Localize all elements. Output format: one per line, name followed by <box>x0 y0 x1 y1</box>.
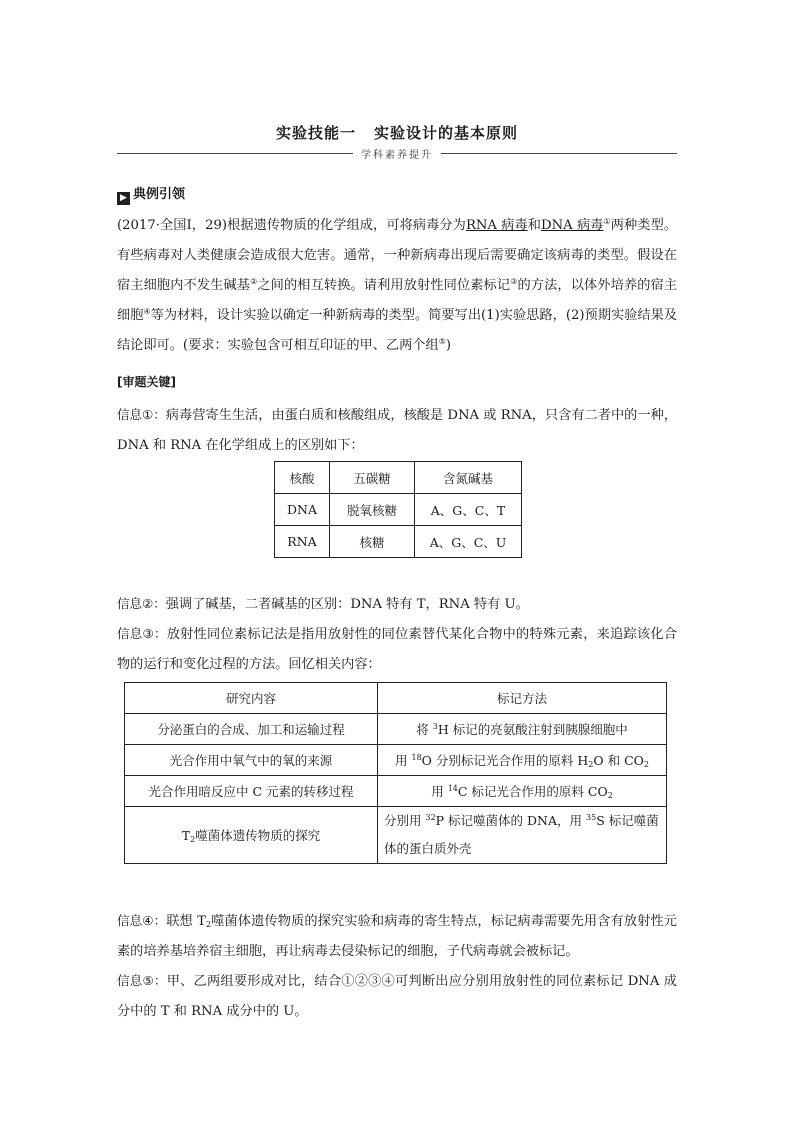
table-header-row: 研究内容 标记方法 <box>125 683 667 714</box>
table-row: 光合作用暗反应中 C 元素的转移过程 用 $^{14}$C 标记光合作用的原料 $CO_2$ <box>125 776 667 807</box>
divider-left <box>117 153 353 154</box>
review-key-heading: [审题关键] <box>117 375 176 389</box>
table-row: RNA 核糖 A、G、C、U <box>275 526 522 558</box>
table-row: $T_2$噬菌体遗传物质的探究 分别用 $^{32}$P 标记噬菌体的 DNA，用 $^{35}$S 标记噬菌体的蛋白质外壳 <box>125 807 667 864</box>
question-paragraph: (2017·全国Ⅰ，29)根据遗传物质的化学组成，可将病毒分为RNA 病毒和DNA 病毒①两种类型。有些病毒对人类健康会造成很大危害。通常，一种新病毒出现后需要确定该病毒的类型。假设在宿主细胞内不发生碱基②之间的相互转换。请利用放射性同位素标记③的方法，以体外培养的宿主细胞④等为材料，设计实验以确定一种新病毒的类型。简要写出(1)实验思路，(2)预期实验结果及结论即可。(要求：实验包含可相互印证的甲、乙两个组⑤) <box>117 217 678 353</box>
table-row: 光合作用中氧气中的氧的来源 用 $^{18}$O 分别标记光合作用的原料 $H_2O$ 和 $CO_2$ <box>125 745 667 776</box>
table-row: 分泌蛋白的合成、加工和运输过程 将 $^3$H 标记的亮氨酸注射到胰腺细胞中 <box>125 714 667 745</box>
subtitle-rule <box>117 146 677 160</box>
divider-right <box>441 153 677 154</box>
info-4: 信息④：联想 $T_2$噬菌体遗传物质的探究实验和病毒的寄生特点，标记病毒需要先用含有放射性元素的培养基培养宿主细胞，再让病毒去侵染标记的细胞，子代病毒就会被标记。 <box>117 913 677 959</box>
title-part-2: 实验设计的基本原则 <box>374 124 519 142</box>
info-3: 信息③：放射性同位素标记法是指用放射性的同位素替代某化合物中的特殊元素，来追踪该化合物的运行和变化过程的方法。回忆相关内容： <box>117 626 677 672</box>
subtitle: 学科素养提升 <box>361 150 433 161</box>
info-5: 信息⑤：甲、乙两组要形成对比，结合①②③④可判断出应分别用放射性的同位素标记 DNA 成分中的 T 和 RNA 成分中的 U。 <box>117 973 677 1019</box>
table-header-row: 核酸 五碳糖 含氮碱基 <box>275 462 522 494</box>
info-2: 信息②：强调了碱基，二者碱基的区别：DNA 特有 T，RNA 特有 U。 <box>117 596 529 612</box>
table-row: DNA 脱氧核糖 A、G、C、T <box>275 494 522 526</box>
title-part-1: 实验技能一 <box>275 124 356 142</box>
isotope-labeling-table <box>124 682 667 864</box>
section-heading <box>117 183 185 205</box>
play-triangle-icon: ▶ <box>117 192 130 205</box>
section-heading-text: 典例引领 <box>133 187 186 202</box>
page-title <box>0 122 794 143</box>
info-1: 信息①：病毒营寄生生活，由蛋白质和核酸组成，核酸是 DNA 或 RNA，只含有二者中的一种，DNA 和 RNA 在化学组成上的区别如下： <box>117 407 677 453</box>
nucleic-acid-table <box>274 461 522 558</box>
